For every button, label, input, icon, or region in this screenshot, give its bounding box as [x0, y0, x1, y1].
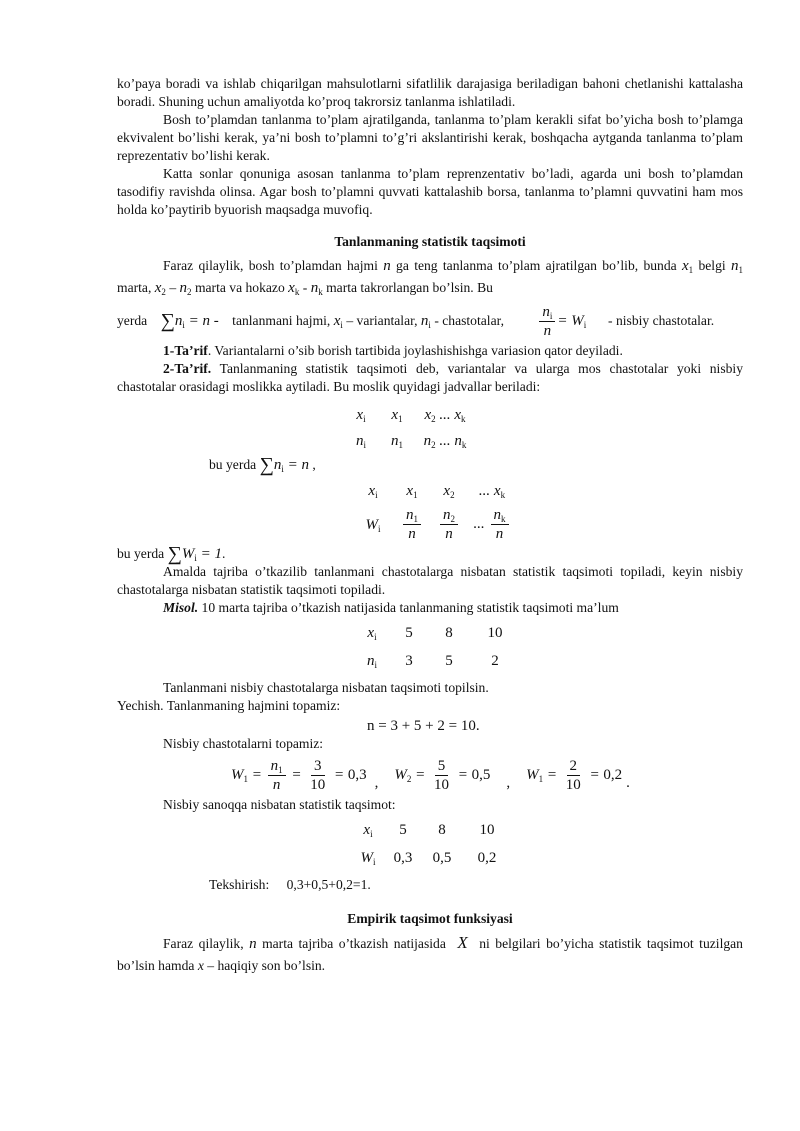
w1-value: 0,3	[347, 766, 367, 783]
table-example-relative-frequency: $x_i$ 5 8 10 $W_i$ 0,3 0,5 0,2	[353, 816, 743, 872]
equation-relative-frequencies: $W_1$ = $\frac{n_1}{n}$ = $\frac{3}{10}$ = 0,3 , $W_2$ = $\frac{5}{10}$ = 0,5 , $W_1$ = $\frac{2}{10}$ = 0,2 .	[231, 758, 630, 793]
math-x2: $x_2$	[154, 280, 166, 297]
example-text: 10 marta tajriba o’tkazish natijasida tanlanmaning statistik taqsimoti ma’lum	[198, 600, 619, 615]
paragraph-empirical-intro	[117, 932, 743, 977]
paragraph-notation	[117, 303, 743, 340]
definition-label: 1-Ta’rif	[163, 343, 208, 358]
definition-1	[117, 342, 743, 360]
definition-label: 2-Ta’rif.	[163, 361, 212, 376]
text-fragment: – haqiqiy son bo’lsin.	[207, 958, 326, 973]
example-n-value: 2	[491, 653, 499, 669]
w2-numerator: 5	[435, 757, 449, 776]
math-x: x	[197, 958, 204, 973]
math-sum-wi-eq-1: $\sum W_i = 1$	[167, 543, 222, 565]
text-fragment: marta takrorlangan bo’lsin. Bu	[326, 280, 493, 295]
definition-text: . Variantalarni o’sib borish tartibida joylashishishga variasion qator deyiladi.	[207, 343, 623, 358]
text-fragment: - chastotalar,	[434, 312, 504, 328]
paragraph-check	[209, 876, 743, 894]
text-fragment: bu yerda	[209, 457, 257, 472]
relative-w-value: 0,3	[393, 850, 413, 866]
math-n: n	[383, 258, 391, 274]
text-fragment: bu yerda	[117, 546, 165, 561]
paragraph-practice: Amalda tajriba o’tkazilib tanlanmani chastotalarga nisbatan statistik taqsimoti topiladi, keyin nisbiy chastotalarga nisbatan statistik taqsimoti topiladi.	[117, 564, 743, 597]
paragraph-example	[117, 599, 743, 617]
math-xk: $x_k$	[288, 280, 300, 297]
math-sum-ni: $\sum n_i = n$ -	[160, 309, 219, 332]
text-fragment: belgi	[698, 258, 726, 273]
text-fragment: - nisbiy chastotalar.	[608, 312, 715, 328]
w3-value: 0,2	[603, 766, 623, 783]
w1-numerator: 3	[311, 757, 325, 776]
math-n1: $n_1$	[730, 258, 743, 275]
text-fragment: marta tajriba o’tkazish natijasida	[262, 936, 446, 951]
w1-denominator: 10	[310, 777, 326, 793]
example-n-value: 3	[405, 653, 413, 669]
paragraph-representative: Bosh to’plamdan tanlanma to’plam ajratilganda, tanlanma to’plam kerakli sifat bo’yicha bosh to’plamga ekvivalent bo’lishi kerak, ya’ni bosh to’plamni to’g’ri akslantirishi kerak, boshqacha aytganda tanlanma to’plam reprezentativ bo’lishi kerak.	[117, 112, 743, 163]
text-fragment: marta va hokazo	[194, 280, 285, 295]
equation-w2: $W_2$ = $\frac{5}{10}$ = 0,5	[394, 758, 491, 793]
example-label: Misol.	[163, 600, 199, 615]
math-n2: $n_2$	[179, 280, 192, 297]
paragraph-large-numbers: Katta sonlar qonuniga asosan tanlanma to’plam reprenzentativ bo’ladi, agarda uni bosh to’plamdan tasodifiy ravishda olinsa. Agar bosh to’plamni quvvati kattalashib borsa, tanlanma to’plamni quvvatini ham mos holda ko’paytirib byuorish maqsadga muvofiq.	[117, 166, 743, 217]
text-fragment: ni belgilari bo’yicha statistik taqsimot tuzilgan bo’lsin hamda	[117, 936, 743, 973]
paragraph-relative-frequencies: Nisbiy chastotalarni topamiz:	[163, 736, 324, 751]
w2-value: 0,5	[471, 766, 491, 783]
check-label: Tekshirish:	[209, 877, 270, 892]
paragraph-sum-condition-2: bu yerda $\sum W_i = 1$.	[117, 543, 226, 565]
check-value: 0,3+0,5+0,2=1.	[286, 877, 371, 892]
w3-denominator: 10	[565, 777, 581, 793]
definition-2	[117, 360, 743, 396]
text-fragment: Faraz qilaylik, bosh to’plamdan hajmi	[163, 258, 378, 273]
paragraph-sum-condition-1: bu yerda $\sum n_i = n$ ,	[209, 454, 316, 476]
text-fragment: yerda	[117, 312, 148, 328]
paragraph-solution: Yechish. Tanlanmaning hajmini topamiz:	[117, 698, 341, 713]
definition-text: Tanlanmaning statistik taqsimoti deb, variantalar va ularga mos chastotalar yoki nisbiy chastotalar orasidagi moslikka aytiladi. Bu moslik quyidagi jadvallar beriladi:	[117, 361, 743, 394]
relative-w-value: 0,2	[477, 850, 497, 866]
relative-x-value: 10	[479, 822, 495, 838]
equation-w3: $W_1$ = $\frac{2}{10}$ = 0,2	[526, 758, 623, 793]
section-heading-statistical-distribution: Tanlanmaning statistik taqsimoti	[334, 234, 526, 249]
equation-text: n = 3 + 5 + 2 = 10	[367, 718, 476, 734]
text-fragment: tanlanmani hajmi,	[232, 312, 331, 328]
document-page	[117, 75, 743, 977]
math-wi-fraction: $\frac{n_i}{n}$ = $W_i$	[537, 313, 590, 329]
relative-x-value: 5	[399, 822, 407, 838]
math-xi: $x_i$	[333, 312, 343, 330]
math-ni: $n_i$	[420, 312, 431, 330]
example-n-value: 5	[445, 653, 453, 669]
text-fragment: marta,	[117, 280, 152, 295]
paragraph-sample-definition	[117, 255, 743, 299]
text-fragment: -	[302, 280, 308, 295]
w2-denominator: 10	[434, 777, 449, 793]
table-relative-frequency-general: $x_i$ $x_1$ $x_2$ ... $x_k$ $W_i$ $\frac{n_1}{n}$ $\frac{n_2}{n}$ ... $\frac{n_k}{n}$	[353, 476, 743, 543]
equation-w1: $W_1$ = $\frac{n_1}{n}$ = $\frac{3}{10}$ = 0,3	[231, 758, 367, 793]
text-fragment: – variantalar,	[346, 312, 418, 328]
section-heading-empirical-function: Empirik taqsimot funksiyasi	[347, 911, 513, 926]
text-fragment: Faraz qilaylik,	[163, 936, 244, 951]
equation-sample-size: n = 3 + 5 + 2 = 10.	[367, 718, 480, 734]
w3-numerator: 2	[567, 757, 581, 776]
example-x-value: 10	[487, 625, 503, 641]
math-nk: $n_k$	[310, 280, 323, 297]
math-x1: $x_1$	[681, 258, 694, 275]
paragraph-task: Tanlanmani nisbiy chastotalarga nisbatan taqsimoti topilsin.	[163, 680, 489, 695]
math-n: n	[249, 936, 257, 952]
table-frequency-general: $x_i$ $x_1$ $x_2$ ... $x_k$ $n_i$ $n_1$ $n_2$ ... $n_k$	[355, 407, 467, 450]
paragraph-intro: ko’paya boradi va ishlab chiqarilgan mahsulotlarni sifatlilik darajasiga beriladigan bahoni chetlanishi kattalasha boradi. Shuning uchun amaliyotda ko’proq takrorsiz tanlanma ishlatiladi.	[117, 76, 743, 109]
paragraph-relative-distribution: Nisbiy sanoqqa nisbatan statistik taqsimot:	[163, 797, 396, 812]
math-sum-ni-eq-n: $\sum n_i = n$	[259, 454, 309, 476]
text-fragment: ga teng tanlanma to’plam ajratilgan bo’lib, bunda	[396, 258, 677, 273]
relative-x-value: 8	[438, 822, 446, 838]
text-fragment: –	[169, 280, 177, 295]
table-example-frequency: $x_i$ 5 8 10 $n_i$ 3 5 2	[357, 619, 743, 675]
example-x-value: 8	[445, 625, 453, 641]
example-x-value: 5	[405, 625, 413, 641]
math-X: X	[457, 933, 468, 952]
relative-w-value: 0,5	[432, 850, 452, 866]
